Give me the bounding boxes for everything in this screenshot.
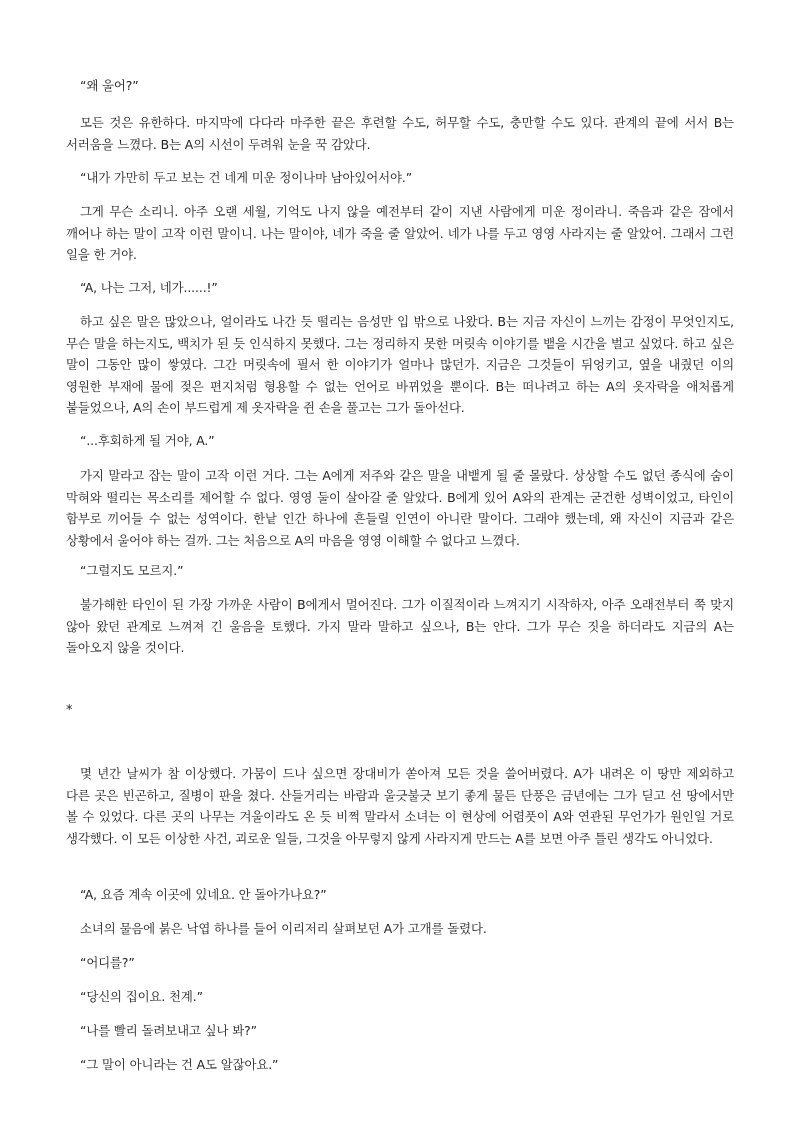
dialogue-paragraph: “왜 울어?” (80, 78, 139, 93)
dialogue-paragraph: “그럴지도 모르지.” (80, 563, 184, 578)
narration-paragraph: 모든 것은 유한하다. 마지막에 다다라 마주한 끝은 후련할 수도, 허무할 수도, 충만할 수도 있다. 관계의 끝에 서서 B는 서러움을 느꼈다. B는 A의 시선이 두려워 눈을 꾹 감았다. (66, 115, 734, 152)
narration-paragraph: 하고 싶은 말은 많았으나, 얼이라도 나간 듯 떨리는 음성만 입 밖으로 나왔다. B는 지금 자신이 느끼는 감정이 무엇인지도, 무슨 말을 하는지도, 백치가 된 듯 인식하지 못했다. 그는 정리하지 못한 머릿속 이야기를 뱉을 시간을 벌고 싶었다. 하고 싶은 말이 그동안 많이 쌓였다. 그간 머릿속에 필서 한 이야기가 얼마나 많던가. 지금은 그것들이 뒤엉키고, 옆을 내줬던 이의 영원한 부재에 물에 젖은 편지처럼 형용할 수 없는 언어로 바뀌었을 뿐이다. B는 떠나려고 하는 A의 옷자락을 애처롭게 붙들었으나, A의 손이 부드럽게 제 옷자락을 쥔 손을 풀고는 그가 돌아선다. (66, 314, 734, 416)
dialogue-paragraph: “나를 빨리 돌려보내고 싶나 봐?” (80, 1023, 257, 1038)
dialogue-paragraph: “A, 요즘 계속 이곳에 있네요. 안 돌아가나요?” (80, 887, 327, 902)
narration-paragraph: 소녀의 물음에 붉은 낙엽 하나를 들어 이리저리 살펴보던 A가 고개를 돌렸다. (80, 921, 487, 936)
dialogue-paragraph: “당신의 집이요. 천계.” (80, 989, 203, 1004)
narration-paragraph: 가지 말라고 잡는 말이 고작 이런 거다. 그는 A에게 저주와 같은 말을 내뱉게 될 줄 몰랐다. 상상할 수도 없던 종식에 숨이 막혀와 떨리는 목소리를 제어할 수 없다. 영영 둘이 살아갈 줄 알았다. B에게 있어 A와의 관계는 굳건한 성벽이었고, 타인이 함부로 끼어들 수 없는 성역이다. 한낱 인간 하나에 흔들릴 인연이 아니란 말이다. 그래야 했는데, 왜 자신이 지금과 같은 상황에서 울어야 하는 걸까. 그는 처음으로 A의 마음을 영영 이해할 수 없다고 느꼈다. (66, 468, 734, 548)
narration-paragraph: 몇 년간 날씨가 참 이상했다. 가뭄이 드나 싶으면 장대비가 쏟아져 모든 것을 쓸어버렸다. A가 내려온 이 땅만 제외하고 다른 곳은 빈곤하고, 질병이 판을 쳤다. 산들거리는 바람과 울긋불긋 보기 좋게 물든 단풍은 금년에는 그가 딛고 선 땅에서만 볼 수 있었다. 다른 곳의 나무는 겨울이라도 온 듯 비쩍 말라서 소녀는 이 현상에 어렴풋이 A와 연관된 무언가가 원인일 거로 생각했다. 이 모든 이상한 사건, 괴로운 일들, 그것을 아무렇지 않게 사라지게 만드는 A를 보면 아주 틀린 생각도 아니었다. (66, 766, 734, 846)
dialogue-paragraph: “그 말이 아니라는 건 A도 알잖아요.” (80, 1057, 279, 1072)
dialogue-paragraph: “내가 가만히 두고 보는 건 네게 미운 정이나마 남아있어서야.” (80, 170, 413, 185)
dialogue-paragraph: “...후회하게 될 거야, A.” (80, 433, 215, 448)
narration-paragraph: 그게 무슨 소리니. 아주 오랜 세월, 기억도 나지 않을 예전부터 같이 지낸 사람에게 미운 정이라니. 죽음과 같은 잠에서 깨어나 하는 말이 고작 이런 말이니. 나는 말이야, 네가 죽을 줄 알았어. 네가 나를 두고 영영 사라지는 줄 알았어. 그래서 그런 일을 한 거야. (66, 204, 734, 263)
dialogue-paragraph: “어디를?” (80, 955, 135, 970)
dialogue-paragraph: “A, 나는 그저, 네가......!” (80, 280, 218, 295)
narration-paragraph: 불가해한 타인이 된 가장 가까운 사람이 B에게서 멀어진다. 그가 이질적이라 느껴지기 시작하자, 아주 오래전부터 쭉 맞지 않아 왔던 관계로 느껴져 긴 울음을 토했다. 가지 말라 말하고 싶으나, B는 안다. 그가 무슨 짓을 하더라도 지금의 A는 돌아오지 않을 것이다. (66, 597, 734, 656)
scene-separator: * (66, 703, 73, 718)
